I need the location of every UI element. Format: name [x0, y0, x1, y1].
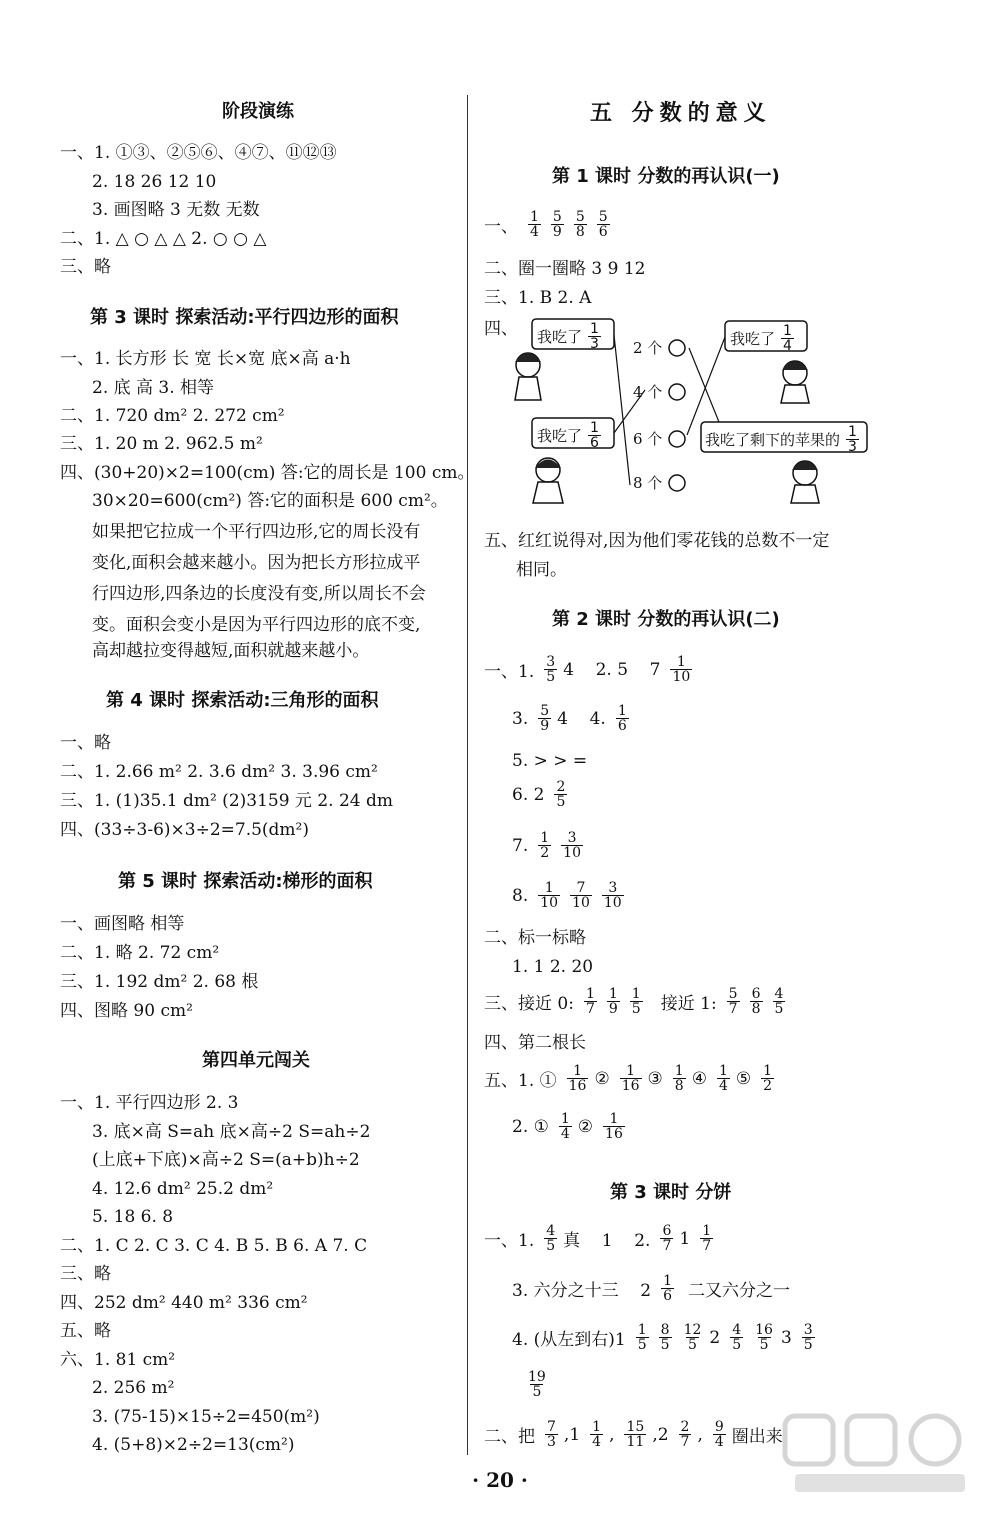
- fraction: $\frac{5}{9}$: [552, 209, 562, 240]
- answer-line: 二、1. 720 dm² 2. 272 cm²: [60, 406, 285, 426]
- answer-line: 三、1. 192 dm² 2. 68 根: [60, 972, 259, 992]
- answer-line: 三、1. B 2. A: [484, 288, 592, 308]
- answer-line: 一、略: [60, 733, 111, 753]
- unit-title: 第四单元闯关: [202, 1050, 310, 1071]
- bubble-label: 我吃了剩下的苹果的 $\frac{1}{3}$: [705, 424, 857, 455]
- answer-line: 3. 底×高 S=ah 底×高÷2 S=ah÷2: [92, 1122, 371, 1142]
- answer-line: 二、1. △ ○ △ △ 2. ○ ○ △: [60, 229, 267, 249]
- answer-line: 五、红红说得对,因为他们零花钱的总数不一定: [484, 531, 830, 551]
- answer-line: 变。面积会变小是因为平行四边形的底不变,: [92, 615, 421, 635]
- answer-line: 3. $\frac{5}{9}$ 4 4. $\frac{1}{6}$: [512, 703, 627, 734]
- answer-line: 二、标一标略: [484, 928, 586, 948]
- answer-line: 2. ① $\frac{1}{4}$ ② $\frac{1}{16}$: [512, 1111, 623, 1142]
- answer-line: 2. 256 m²: [92, 1378, 175, 1398]
- apple-icon: [669, 340, 685, 356]
- match-line: [689, 348, 719, 422]
- boy-figure: [791, 461, 819, 503]
- apple-icon: [669, 475, 685, 491]
- apple-count: 2 个: [633, 339, 663, 357]
- match-line: [687, 337, 725, 435]
- answer-line: 2. 底 高 3. 相等: [92, 378, 215, 398]
- answer-line: 8. $\frac{1}{10}$ $\frac{7}{10}$ $\frac{3}{10}$: [512, 880, 622, 911]
- boy-figure: [781, 361, 809, 403]
- bubble-label: 我吃了 $\frac{1}{6}$: [537, 420, 599, 451]
- answer-line: 五、1. ① $\frac{1}{16}$ ② $\frac{1}{16}$ ③ $\frac{1}{8}$ ④ $\frac{1}{4}$ ⑤ $\frac{1}{2}$: [484, 1063, 773, 1094]
- lesson-title: 第 3 课时 探索活动:平行四边形的面积: [90, 307, 399, 328]
- answer-line: 7. $\frac{1}{2}$ $\frac{3}{10}$: [512, 830, 581, 861]
- answer-line: 二、1. C 2. C 3. C 4. B 5. B 6. A 7. C: [60, 1236, 368, 1256]
- answer-line: $\frac{19}{5}$: [528, 1369, 546, 1400]
- answer-line: 二、1. 2.66 m² 2. 3.6 dm² 3. 3.96 cm²: [60, 762, 378, 782]
- answer-line: 二、圈一圈略 3 9 12: [484, 259, 646, 279]
- answer-line: 一、1. 长方形 长 宽 长×宽 底×高 a·h: [60, 349, 351, 369]
- lesson-title: 第 5 课时 探索活动:梯形的面积: [118, 871, 373, 892]
- answer-line: 三、略: [60, 257, 111, 277]
- answer-line: 三、略: [60, 1264, 111, 1284]
- girl-figure: [515, 353, 541, 400]
- girl-figure: [533, 458, 563, 503]
- bubble-label: 我吃了 $\frac{1}{3}$: [537, 321, 599, 352]
- answer-line: 相同。: [516, 560, 567, 580]
- answer-line: 3. 六分之十三 2 $\frac{1}{6}$ 二又六分之一: [512, 1273, 790, 1304]
- answer-line: 四、(30+20)×2=100(cm) 答:它的周长是 100 cm。: [60, 463, 475, 483]
- answer-line: 四、252 dm² 440 m² 336 cm²: [60, 1293, 308, 1313]
- answer-line: 一、1. ①③、②⑤⑥、④⑦、⑪⑫⑬: [60, 143, 337, 163]
- watermark-logo: [775, 1408, 975, 1498]
- answer-line: 2. 18 26 12 10: [92, 172, 217, 192]
- answer-line: 5. 18 6. 8: [92, 1207, 174, 1227]
- stage-title: 阶段演练: [222, 101, 294, 122]
- apple-icon: [669, 384, 685, 400]
- answer-line: 三、接近 0: $\frac{1}{7}$ $\frac{1}{9}$ $\frac{1}{5}$ 接近 1: $\frac{5}{7}$ $\frac{6}{8}$ $\frac{4}{5}$: [484, 986, 784, 1017]
- bubble-label: 我吃了 $\frac{1}{4}$: [730, 323, 792, 354]
- answer-line: 六、1. 81 cm²: [60, 1350, 176, 1370]
- answer-line: 3. (75-15)×15÷2=450(m²): [92, 1407, 320, 1427]
- column-divider: [467, 95, 468, 1455]
- answer-line: 如果把它拉成一个平行四边形,它的周长没有: [92, 522, 421, 542]
- answer-line: 一、1. 平行四边形 2. 3: [60, 1093, 239, 1113]
- lesson-title: 第 1 课时 分数的再认识(一): [552, 166, 780, 187]
- answer-line: [484, 210, 616, 239]
- answer-line: 6. 2 $\frac{2}{5}$: [512, 779, 566, 810]
- item-label: 一、: [484, 217, 518, 237]
- answer-line: 5. > > =: [512, 751, 588, 771]
- answer-line: 一、画图略 相等: [60, 914, 185, 934]
- answer-line: 一、1. $\frac{3}{5}$ 4 2. 5 7 $\frac{1}{10}$: [484, 654, 691, 685]
- chapter-title: 五 分数的意义: [590, 101, 772, 126]
- answer-line: 高却越拉变得越短,面积就越来越小。: [92, 641, 370, 661]
- apple-icon: [669, 431, 685, 447]
- page-number: · 20 ·: [472, 1468, 528, 1492]
- apple-count: 6 个: [633, 430, 663, 448]
- answer-line: 四、第二根长: [484, 1033, 586, 1053]
- match-line: [614, 335, 630, 485]
- answer-line: 四、图略 90 cm²: [60, 1001, 193, 1021]
- answer-line: 变化,面积会越来越小。因为把长方形拉成平: [92, 553, 421, 573]
- answer-line: 行四边形,四条边的长度没有变,所以周长不会: [92, 584, 426, 604]
- answer-line: 四、(33÷3-6)×3÷2=7.5(dm²): [60, 820, 309, 840]
- answer-line: 30×20=600(cm²) 答:它的面积是 600 cm²。: [92, 491, 448, 511]
- answer-line: 一、1. $\frac{4}{5}$ 真 1 2. $\frac{6}{7}$ 1 $\frac{1}{7}$: [484, 1223, 712, 1254]
- answer-line: 五、略: [60, 1321, 111, 1341]
- answer-line: 三、1. 20 m 2. 962.5 m²: [60, 434, 263, 454]
- answer-line: 二、把 $\frac{7}{3}$ ,1 $\frac{1}{4}$ , $\frac{15}{11}$ ,2 $\frac{2}{7}$ , $\frac{9}{4}$ 圈出来: [484, 1419, 783, 1450]
- fraction: $\frac{1}{4}$: [530, 209, 539, 240]
- lesson-title: 第 3 课时 分饼: [610, 1182, 732, 1203]
- answer-line: (上底+下底)×高÷2 S=(a+b)h÷2: [92, 1150, 360, 1170]
- answer-line: 4. 12.6 dm² 25.2 dm²: [92, 1179, 274, 1199]
- answer-line: 1. 1 2. 20: [512, 957, 594, 977]
- answer-line: 三、1. (1)35.1 dm² (2)3159 元 2. 24 dm: [60, 791, 393, 811]
- answer-line: 4. (从左到右)1 $\frac{1}{5}$ $\frac{8}{5}$ $\frac{12}{5}$ 2 $\frac{4}{5}$ $\frac{16}{5}$ 3 $\frac{3}{5}$: [512, 1322, 813, 1353]
- answer-line: 二、1. 略 2. 72 cm²: [60, 943, 220, 963]
- lesson-title: 第 2 课时 分数的再认识(二): [552, 609, 780, 630]
- fraction: $\frac{5}{6}$: [598, 209, 608, 240]
- apple-count: 4 个: [633, 383, 663, 401]
- lesson-title: 第 4 课时 探索活动:三角形的面积: [106, 690, 379, 711]
- apple-count: 8 个: [633, 474, 663, 492]
- answer-line: 4. (5+8)×2÷2=13(cm²): [92, 1435, 295, 1455]
- fraction: $\frac{5}{8}$: [575, 209, 585, 240]
- answer-line: 四、: [484, 319, 518, 339]
- answer-line: 3. 画图略 3 无数 无数: [92, 200, 260, 220]
